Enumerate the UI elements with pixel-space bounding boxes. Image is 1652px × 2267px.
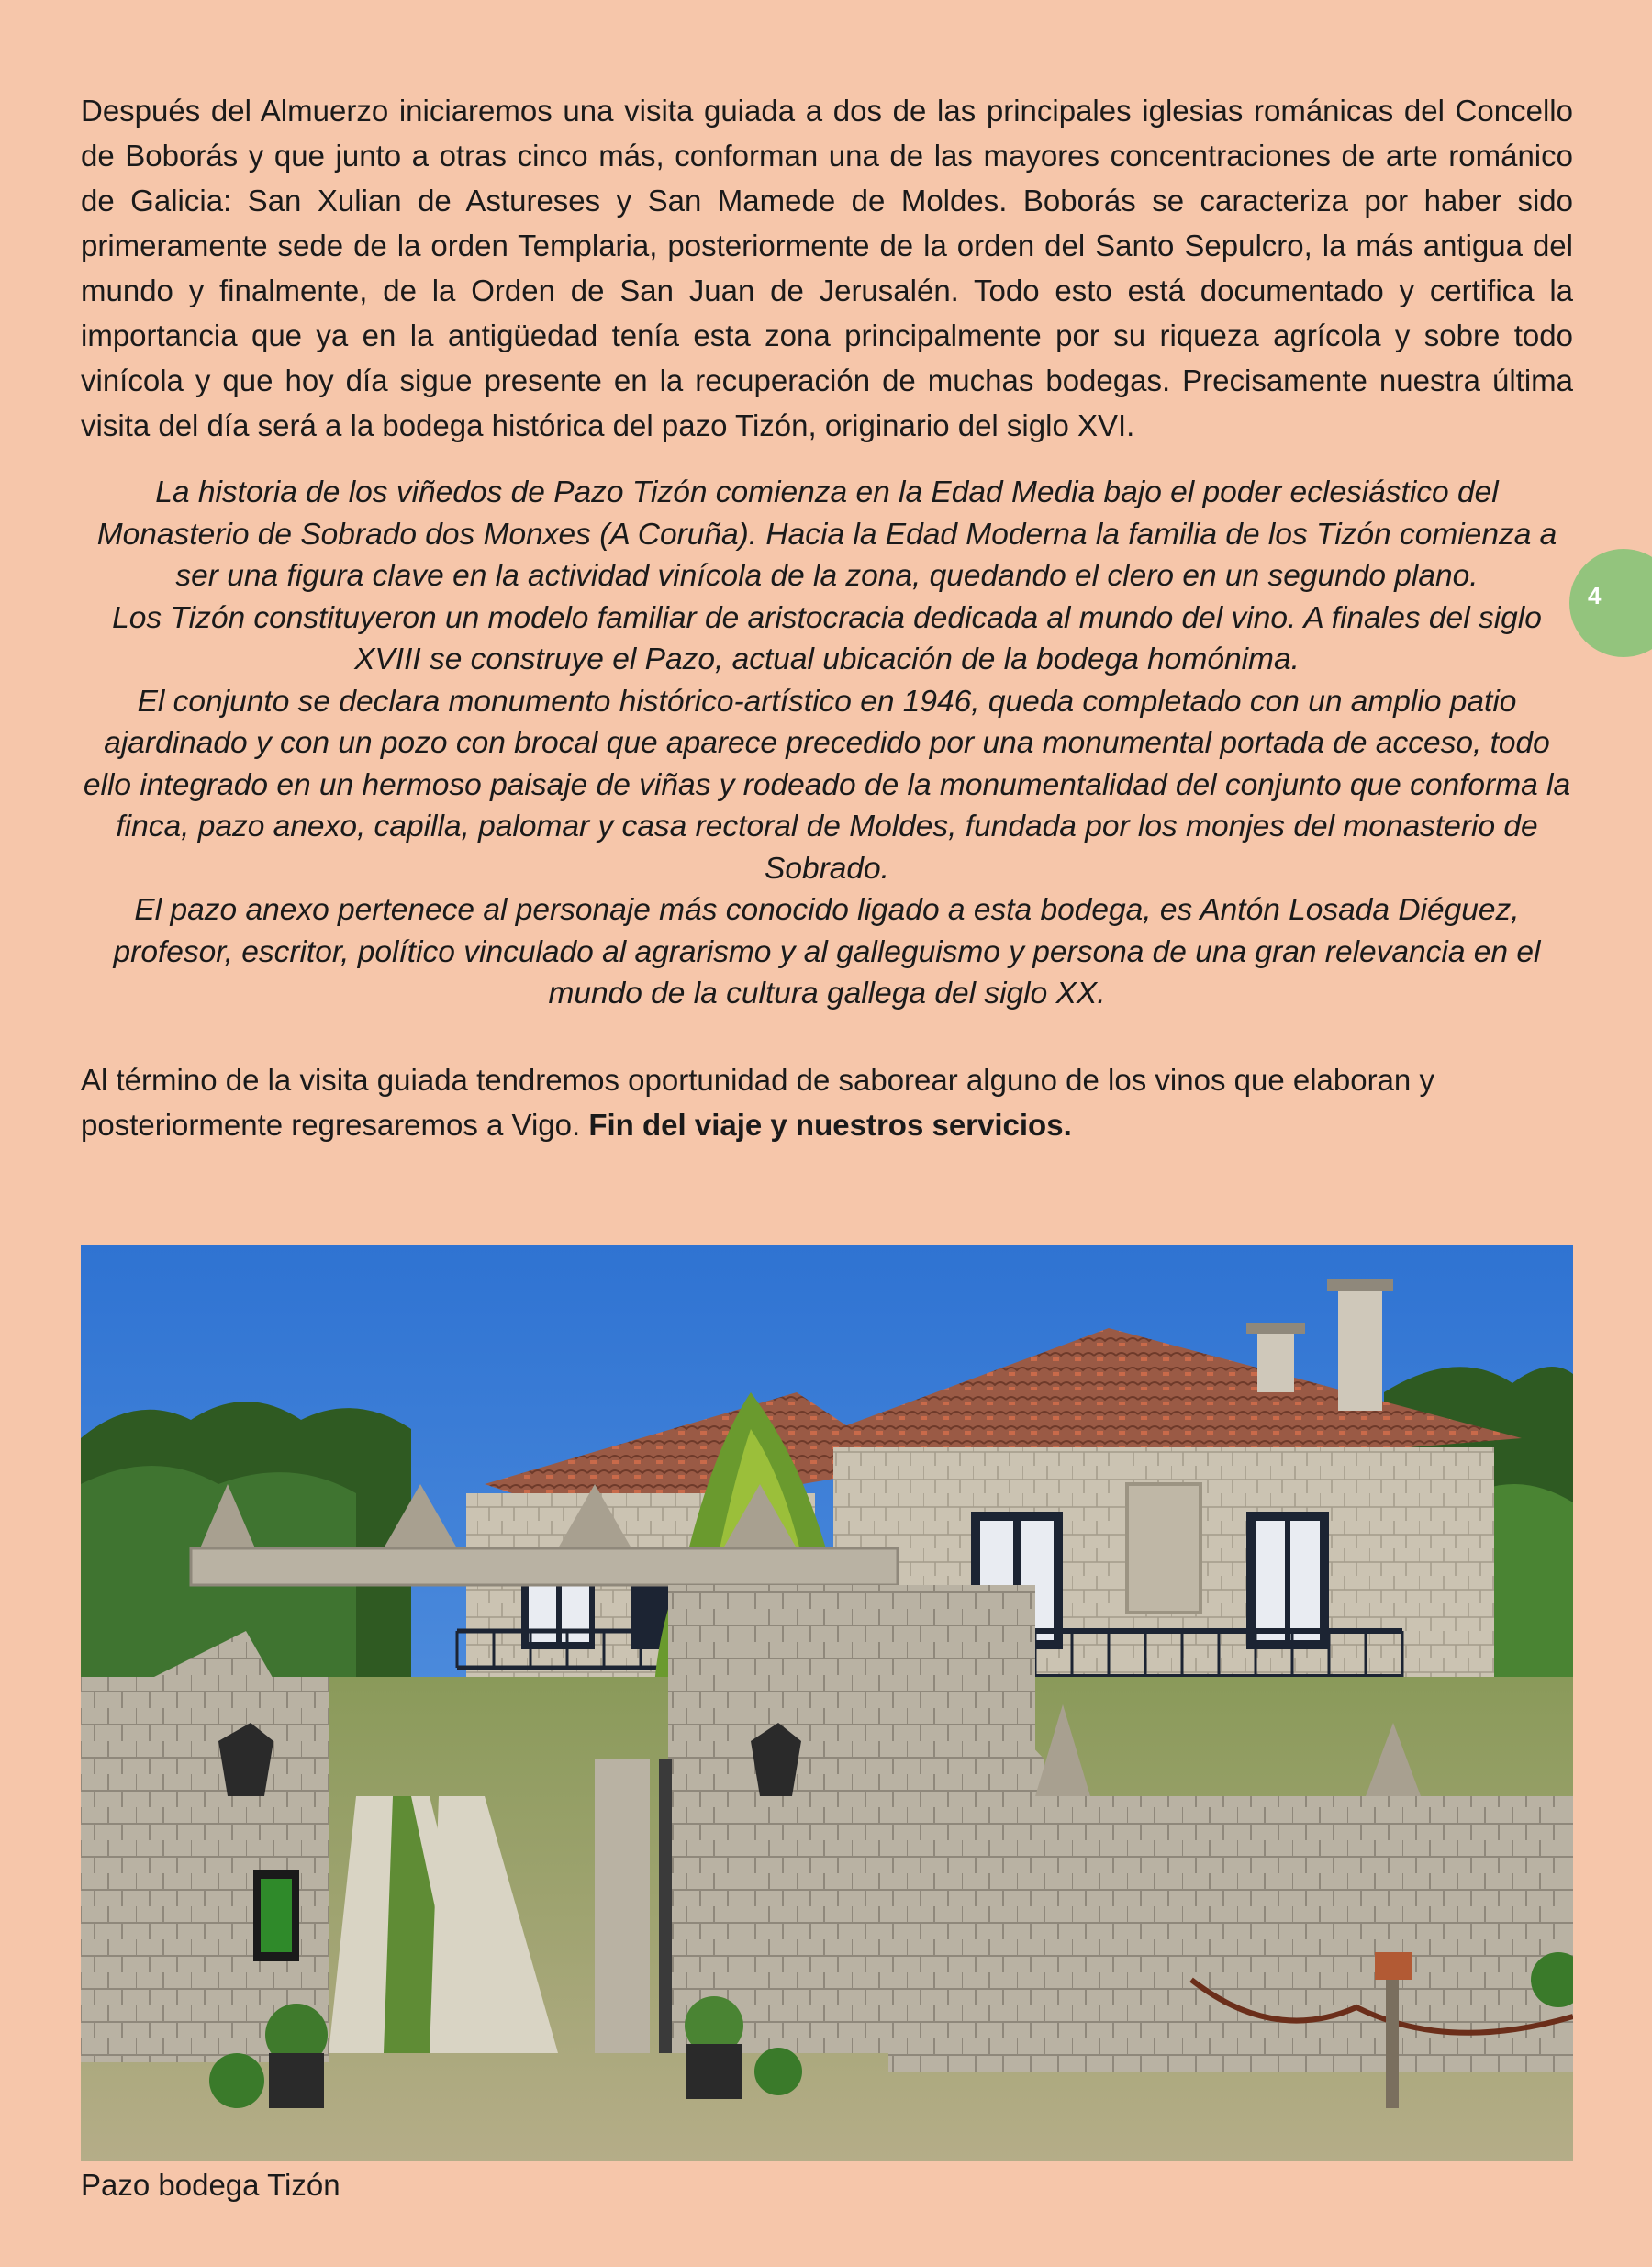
history-quote (81, 472, 1573, 1015)
closing-bold-text: Fin del viaje y nuestros servicios. (588, 1107, 1072, 1142)
page-number-badge (1569, 549, 1652, 657)
pazo-tizon-photo (81, 1245, 1573, 2161)
intro-paragraph: Después del Almuerzo iniciaremos una visita guiada a dos de las principales iglesias románicas del Concello de Boborás y que junto a otras cinco más, conforman una de las mayores concentraciones de arte románico de Galicia: San Xulian de Astureses y San Mamede de Moldes. Boborás se caracteriza por haber sido primeramente sede de la orden Templaria, posteriormente de la orden del Santo Sepulcro, la más antigua del mundo y finalmente, de la Orden de San Juan de Jerusalén. Todo esto está documentado y certifica la importancia que ya en la antigüedad tenía esta zona principalmente por su riqueza agrícola y sobre todo vinícola y que hoy día sigue presente en la recuperación de muchas bodegas. Precisamente nuestra última visita del día será a la bodega histórica del pazo Tizón, originario del siglo XVI. (81, 94, 1573, 442)
photo-caption: Pazo bodega Tizón (81, 2168, 340, 2202)
closing-text: Al término de la visita guiada tendremos oportunidad de saborear alguno de los vinos que elaboran y posteriormente regresaremos a Vigo. (81, 1062, 1434, 1142)
quote-paragraph-2: Los Tizón constituyeron un modelo familiar de aristocracia dedicada al mundo del vino. A finales del siglo XVIII se construye el Pazo, actual ubicación de la bodega homónima. (112, 600, 1542, 676)
article-body (81, 88, 1573, 1147)
quote-paragraph-4: El pazo anexo pertenece al personaje más conocido ligado a esta bodega, es Antón Losada Diéguez, profesor, escritor, político vinculado al agrarismo y al galleguismo y persona de una gran relevancia en el mundo de la cultura gallega del siglo XX. (113, 893, 1541, 1011)
quote-paragraph-3: El conjunto se declara monumento histórico-artístico en 1946, queda completado con un amplio patio ajardinado y con un pozo con brocal que aparece precedido por una monumental portada de acceso, todo ello integrado en un hermoso paisaje de viñas y rodeado de la monumentalidad del conjunto que conforma la finca, pazo anexo, capilla, palomar y casa rectoral de Moldes, fundada por los monjes del monasterio de Sobrado. (83, 684, 1571, 886)
page-number: 4 (1588, 582, 1602, 609)
closing-paragraph (81, 1057, 1573, 1147)
quote-paragraph-1: La historia de los viñedos de Pazo Tizón comienza en la Edad Media bajo el poder eclesiástico del Monasterio de Sobrado dos Monxes (A Coruña). Hacia la Edad Moderna la familia de los Tizón comienza a ser una figura clave en la actividad vinícola de la zona, quedando el clero en un segundo plano. (96, 475, 1557, 593)
